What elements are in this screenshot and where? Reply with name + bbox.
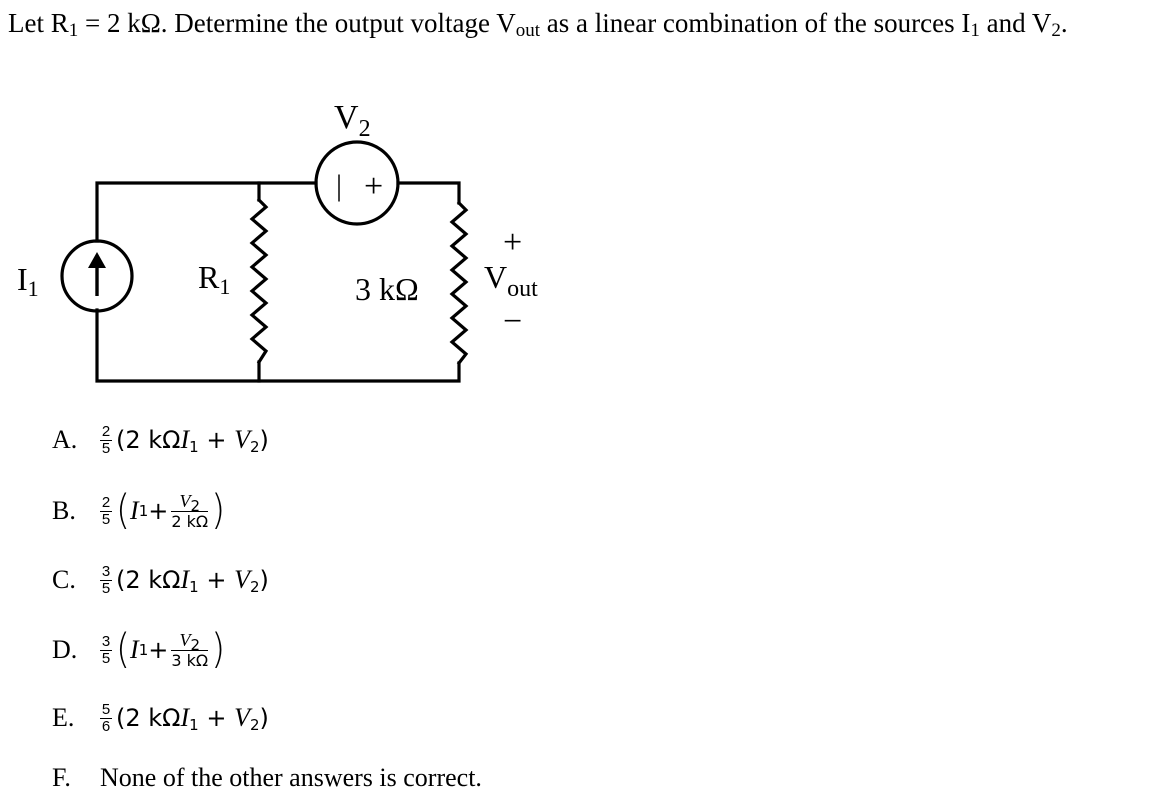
option-expression: (2 $k\Omega I_1 + V_2$) (116, 703, 269, 734)
option-f[interactable] (52, 763, 482, 793)
option-text: None of the other answers is correct. (100, 763, 482, 792)
question-text: Let $R_1 = 2$ kΩ. Determine the output voltage $V_{out}$ as a linear combination of the sources $I_1$ and $V_2$. (8, 8, 1068, 41)
option-letter: F. (52, 763, 71, 792)
resistor-3k (452, 203, 466, 363)
vout-label: $V_{out}$ (484, 259, 538, 302)
option-a[interactable] (52, 412, 269, 468)
v2-label: $V_2$ (334, 99, 371, 142)
vout-plus: + (503, 224, 523, 261)
option-letter: D. (52, 635, 78, 664)
bottom-wire (97, 310, 459, 381)
i1-label: I1 (17, 261, 39, 301)
r1-label: R1 (198, 259, 231, 299)
v2-plus-terminal: + (364, 168, 384, 205)
option-b[interactable] (52, 483, 225, 539)
coefficient-fraction: $\frac{3}{5}$ (101, 632, 111, 667)
vout-minus: − (503, 303, 523, 340)
option-letter: C. (52, 565, 76, 594)
arrow-up-icon (88, 252, 106, 296)
option-d[interactable] (52, 622, 225, 678)
option-c[interactable] (52, 552, 269, 608)
option-expression: (2 $k\Omega I_1 + V_2$) (116, 425, 269, 456)
option-expression: ( I 1 + $V_2$ 2 kΩ ) (116, 486, 226, 534)
top-left-wire (97, 183, 316, 241)
option-expression: (2 $k\Omega I_1 + V_2$) (116, 565, 269, 596)
coefficient-fraction: $\frac{2}{5}$ (101, 422, 111, 457)
option-letter: E. (52, 703, 75, 732)
option-expression: ( I 1 + $V_2$ 3 kΩ ) (116, 625, 226, 673)
coefficient-fraction: $\frac{2}{5}$ (101, 493, 111, 528)
voltage-source-v2 (316, 142, 398, 224)
v2-minus-terminal: | (336, 169, 343, 202)
option-e[interactable] (52, 690, 269, 746)
r2-label: 3 kΩ (355, 271, 419, 307)
top-right-wire (398, 183, 459, 203)
coefficient-fraction: $\frac{3}{5}$ (101, 562, 111, 597)
option-letter: B. (52, 496, 76, 525)
coefficient-fraction: $\frac{5}{6}$ (101, 700, 111, 735)
option-letter: A. (52, 425, 78, 454)
resistor-r1 (252, 200, 266, 362)
